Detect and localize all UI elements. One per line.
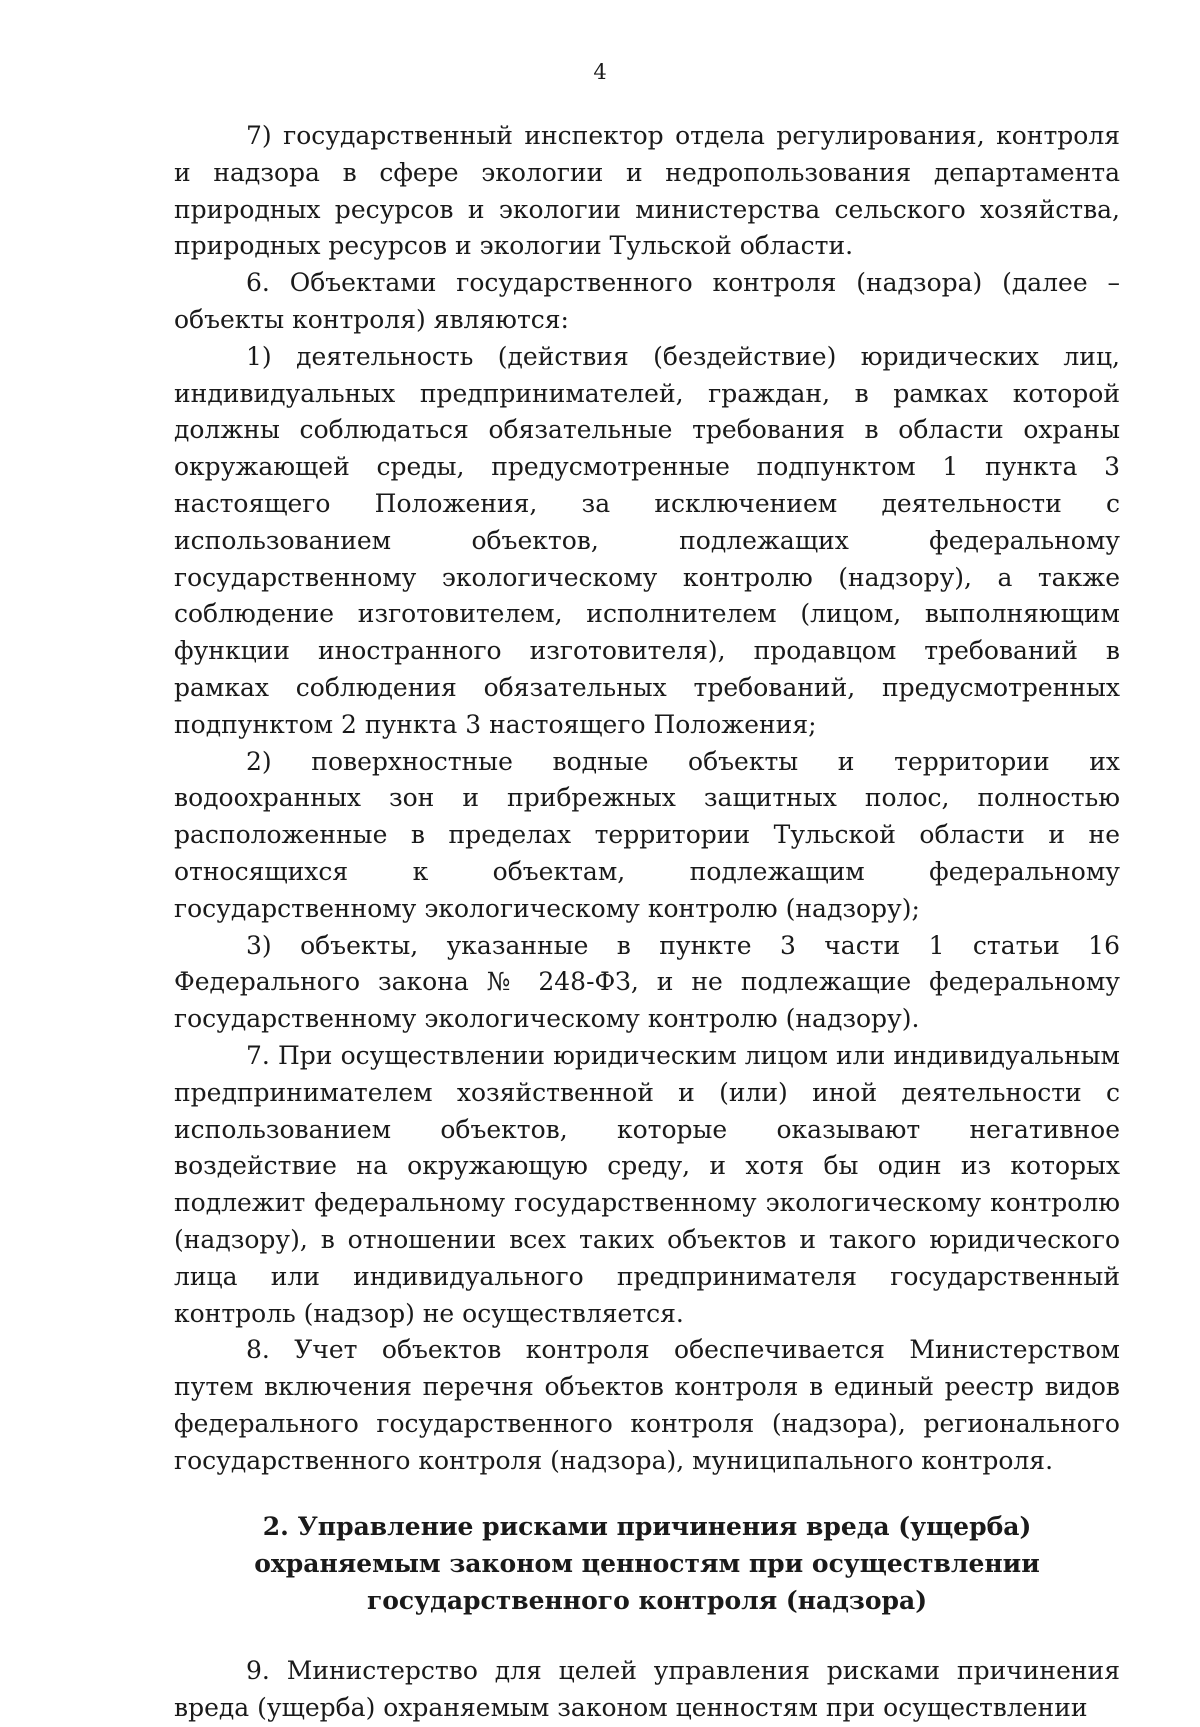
section-heading-line-1: 2. Управление рисками причинения вреда (ущерба) bbox=[262, 1512, 1032, 1542]
paragraph-inspector-7: 7) государственный инспектор отдела регулирования, контроля и надзора в сфере экологии и недропользования департамента природных ресурсов и экологии министерства сельского хозяйства, природных ресурсов и экологии Тульской области. bbox=[174, 121, 1120, 261]
document-body bbox=[174, 118, 1120, 1727]
section-heading-line-3: государственного контроля (надзора) bbox=[366, 1586, 928, 1616]
paragraph-item-3: 3) объекты, указанные в пункте 3 части 1 статьи 16 Федерального закона № 248-ФЗ, и не подлежащие федеральному государственному экологическому контролю (надзору). bbox=[174, 930, 1120, 1034]
paragraph-clause-6: 6. Объектами государственного контроля (надзора) (далее – объекты контроля) являются: bbox=[174, 268, 1120, 334]
paragraph-item-2: 2) поверхностные водные объекты и территории их водоохранных зон и прибрежных защитных полос, полностью расположенные в пределах территории Тульской области и не относящихся к объектам, подлежащим федеральному государственному экологическому контролю (надзору); bbox=[174, 746, 1120, 923]
paragraph-item-1: 1) деятельность (действия (бездействие) юридических лиц, индивидуальных предпринимателей, граждан, в рамках которой должны соблюдаться обязательные требования в области охраны окружающей среды, предусмотренные подпунктом 1 пункта 3 настоящего Положения, за исключением деятельности с использованием объектов, подлежащих федеральному государственному экологическому контролю (надзору), а также соблюдение изготовителем, исполнителем (лицом, выполняющим функции иностранного изготовителя), продавцом требований в рамках соблюдения обязательных требований, предусмотренных подпунктом 2 пункта 3 настоящего Положения; bbox=[174, 341, 1120, 739]
section-heading-line-2: охраняемым законом ценностям при осуществлении bbox=[254, 1549, 1040, 1579]
paragraph-clause-7: 7. При осуществлении юридическим лицом или индивидуальным предпринимателем хозяйственной и (или) иной деятельности с использованием объектов, которые оказывают негативное воздействие на окружающую среду, и хотя бы один из которых подлежит федеральному государственному экологическому контролю (надзору), в отношении всех таких объектов и такого юридического лица или индивидуального предпринимателя государственный контроль (надзор) не осуществляется. bbox=[174, 1040, 1120, 1328]
paragraph-clause-9: 9. Министерство для целей управления рисками причинения вреда (ущерба) охраняемым законом ценностям при осуществлении bbox=[174, 1656, 1120, 1723]
paragraph-clause-8: 8. Учет объектов контроля обеспечивается Министерством путем включения перечня объектов контроля в единый реестр видов федерального государственного контроля (надзора), регионального государственного контроля (надзора), муниципального контроля. bbox=[174, 1335, 1120, 1475]
page-number: 4 bbox=[593, 60, 607, 84]
section-heading bbox=[174, 1508, 1120, 1619]
